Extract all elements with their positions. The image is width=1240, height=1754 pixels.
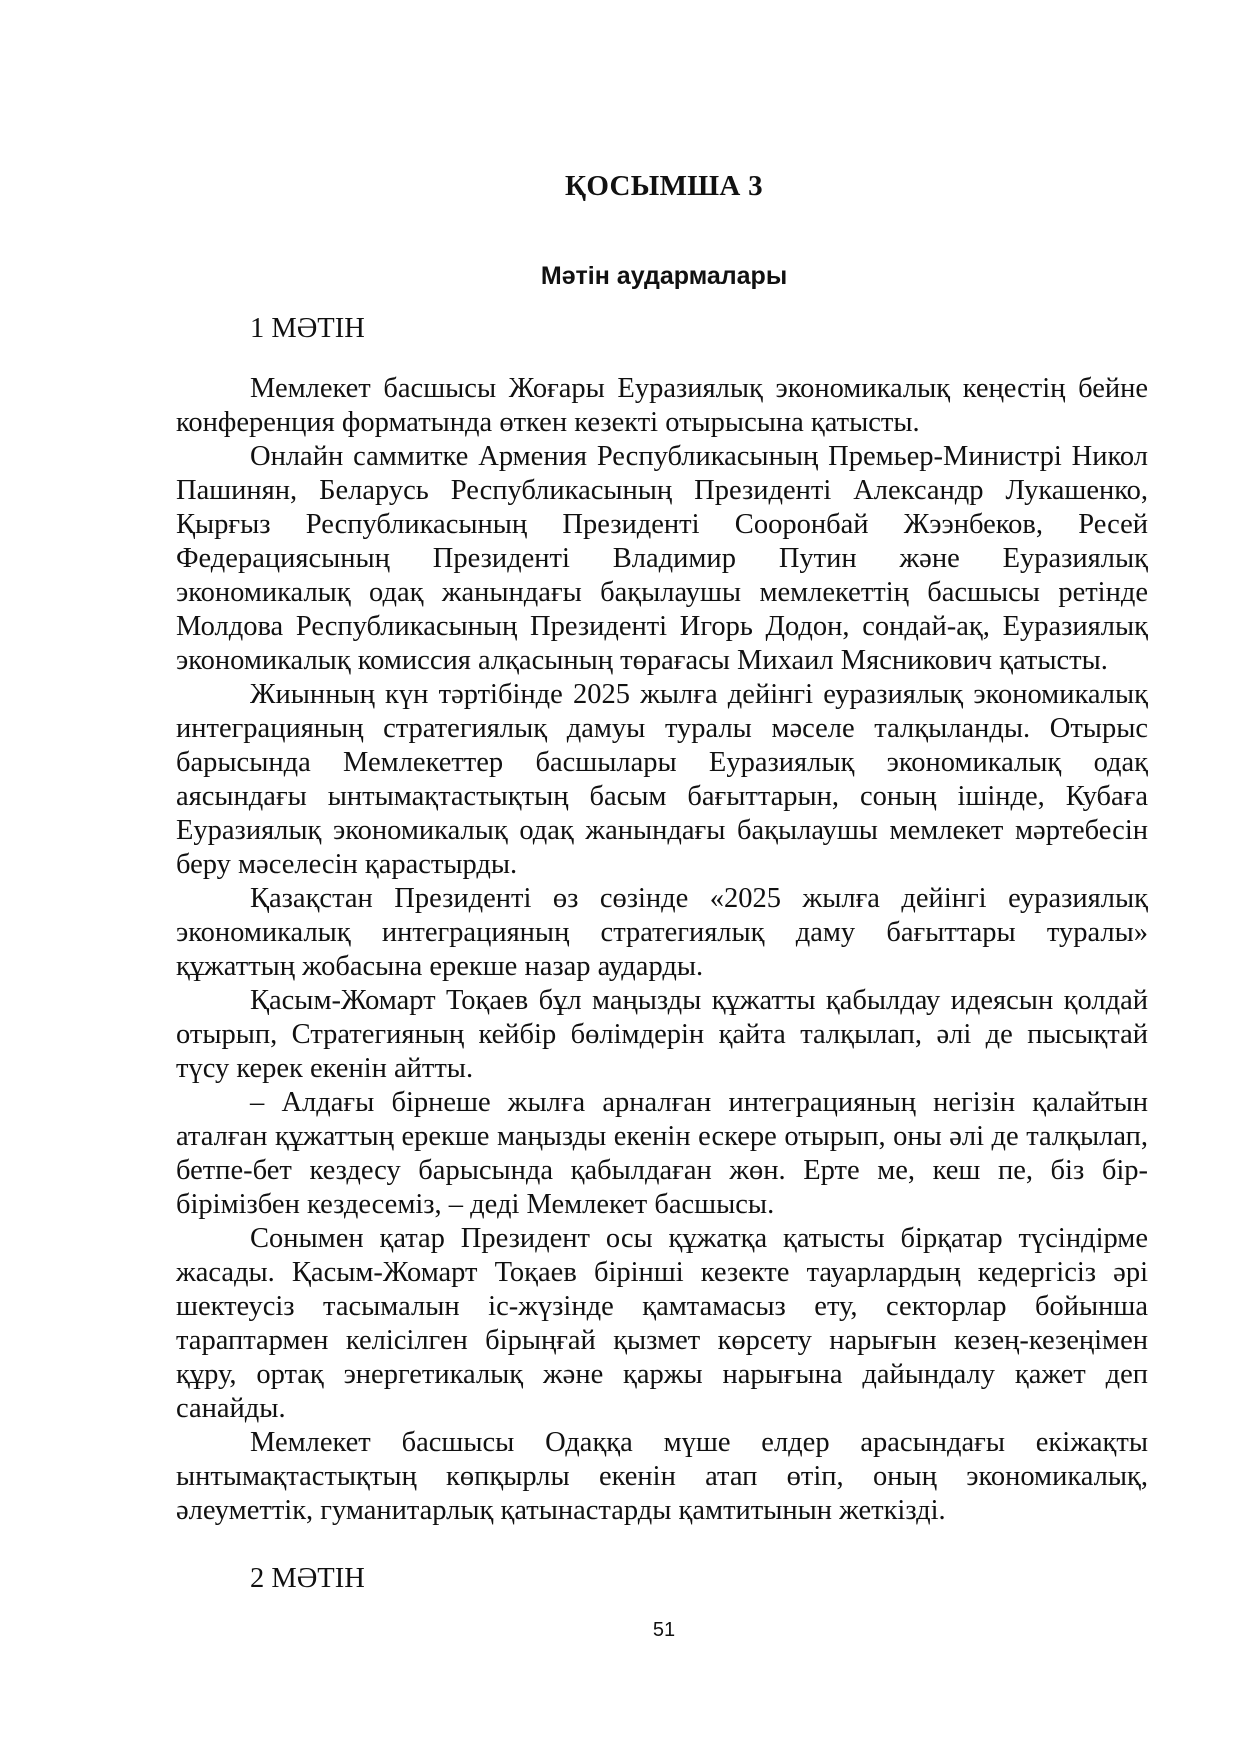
paragraph: Жиынның күн тәртібінде 2025 жылға дейінгі еуразиялық экономикалық интеграцияның стратегиялық дамуы туралы мәселе талқыланды. Отырыс барысында Мемлекеттер басшылары Еуразиялық экономикалық одақ аясындағы ынтымақтастықтың басым бағыттарын, соның ішінде, Кубаға Еуразиялық экономикалық одақ жанындағы бақылаушы мемлекет мәртебесін беру мәселесін қарастырды.	[176, 679, 1148, 880]
paragraph: Онлайн саммитке Армения Республикасының Премьер-Министрі Никол Пашинян, Беларусь Республикасының Президенті Александр Лукашенко, Қырғыз Республикасының Президенті Сооронбай Жээнбеков, Ресей Федерациясының Президенті Владимир Путин және Еуразиялық экономикалық одақ жанындағы бақылаушы мемлекеттің басшысы ретінде Молдова Республикасының Президенті Игорь Додон, сондай-ақ, Еуразиялық экономикалық комиссия алқасының төрағасы Михаил Мясникович қатысты.	[176, 441, 1148, 676]
document-body	[176, 312, 1148, 1622]
paragraph: Қазақстан Президенті өз сөзінде «2025 жылға дейінгі еуразиялық экономикалық интеграцияның стратегиялық даму бағыттары туралы» құжаттың жобасына ерекше назар аударды.	[176, 883, 1148, 982]
appendix-title: ҚОСЫМША 3	[565, 170, 763, 202]
page-number: 51	[652, 1619, 676, 1641]
paragraph: Сонымен қатар Президент осы құжатқа қатысты бірқатар түсіндірме жасады. Қасым-Жомарт Тоқаев бірінші кезекте тауарлардың кедергісіз әрі шектеусіз тасымалын іс-жүзінде қамтамасыз ету, секторлар бойынша тараптармен келісілген бірыңғай қызмет көрсету нарығын кезең-кезеңімен құру, ортақ энергетикалық және қаржы нарығына дайындалу қажет деп санайды.	[176, 1223, 1148, 1424]
paragraph: – Алдағы бірнеше жылға арналған интеграцияның негізін қалайтын аталған құжаттың ерекше маңызды екенін ескере отырып, оны әлі де талқылап, бетпе-бет кездесу барысында қабылдаған жөн. Ерте ме, кеш пе, біз бір-бірімізбен кездесеміз, – деді Мемлекет басшысы.	[176, 1087, 1148, 1220]
section-subtitle: Мәтін аудармалары	[540, 262, 788, 290]
paragraph: Мемлекет басшысы Жоғары Еуразиялық экономикалық кеңестің бейне конференция форматында өткен кезекті отырысына қатысты.	[176, 373, 1148, 438]
paragraph: Мемлекет басшысы Одаққа мүше елдер арасындағы екіжақты ынтымақтастықтың көпқырлы екенін атап өтіп, оның экономикалық, әлеуметтік, гуманитарлық қатынастарды қамтитынын жеткізді.	[176, 1427, 1148, 1526]
paragraph: Қасым-Жомарт Тоқаев бұл маңызды құжатты қабылдау идеясын қолдай отырып, Стратегияның кейбір бөлімдерін қайта талқылап, әлі де пысықтай түсу керек екенін айтты.	[176, 985, 1148, 1084]
text-1-label: 1 МӘТІН	[250, 313, 365, 344]
text-2-label: 2 МӘТІН	[250, 1563, 365, 1594]
